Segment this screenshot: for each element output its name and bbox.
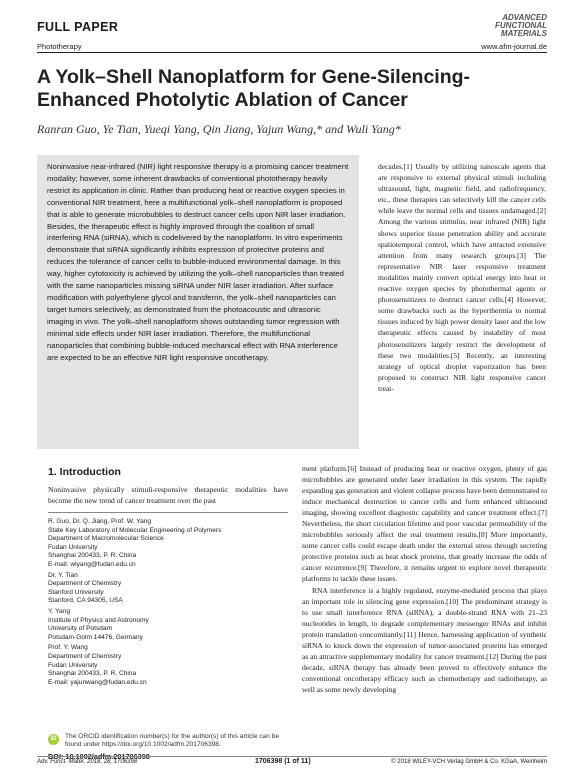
orcid-note — [48, 733, 288, 750]
footer-divider — [37, 756, 547, 757]
journal-logo-line2: FUNCTIONAL — [495, 21, 547, 30]
author-list: Ranran Guo, Ye Tian, Yueqi Yang, Qin Jiang, Yajun Wang,* and Wuli Yang* — [37, 122, 401, 136]
journal-url-link[interactable]: www.afm-journal.de — [481, 42, 547, 51]
journal-logo-line3: MATERIALS — [500, 29, 547, 38]
affiliation-block — [48, 572, 288, 606]
journal-logo-line1: ADVANCED — [502, 13, 547, 22]
abstract-text: Noninvasive near-infrared (NIR) light responsive therapy is a promising cancer treatment modality; however, some inherent drawbacks of conventional phototherapy heavily restrict its application in clinic. Rather than producing heat or reactive oxygen species in conventional NIR treatment, here a multifunctional yolk–shell nanoplatform is proposed that is able to generate microbubbles to destruct cancer cells upon NIR laser irradiation. Besides, the therapeutic effect is highly improved through the coalition of small interfering RNA (siRNA), which is codelivered by the nanoplatform. In vitro experiments demonstrate that siRNA significantly inhibits expression of protective proteins and reduces the tolerance of cancer cells to bubble-induced environmental damage. In this way, higher cytotoxicity is achieved by utilizing the yolk–shell nanoparticles than treated with the same nanoparticles missing siRNA under NIR laser irradiation. After surface modification with polyethylene glycol and transferrin, the yolk–shell nanoparticles can target tumors selectively, as demonstrated from the photoacoustic and ultrasonic imaging in vivo. The yolk–shell nanoplatform shows outstanding tumor regression with minimal side effects under NIR laser irradiation. Therefore, the multifunctional nanoparticles that combining bubble-induced mechanical effect with RNA interference are expected to be an effective NIR light responsive oncotherapy. — [47, 162, 349, 362]
affiliation-line: R. Guo, Dr. Q. Jiang, Prof. W. Yang — [48, 518, 152, 525]
affiliation-block — [48, 518, 288, 570]
affiliation-line: Shanghai 200433, P. R. China — [48, 552, 137, 560]
orcid-text[interactable]: The ORCID identification number(s) for the author(s) of this article can be found under https://doi.org/10.1002/adfm.201706398. — [65, 733, 280, 749]
affiliation-line: Shanghai 200433, P. R. China — [48, 670, 137, 678]
affiliation-line: Department of Chemistry — [48, 580, 122, 588]
body-text-right-bottom — [302, 463, 547, 695]
affiliation-line: State Key Laboratory of Molecular Engineering of Polymers — [48, 526, 222, 534]
article-title: A Yolk–Shell Nanoplatform for Gene-Silencing-Enhanced Photolytic Ablation of Cancer — [37, 66, 471, 111]
affiliation-line: University of Potsdam — [48, 625, 113, 633]
affiliation-block — [48, 644, 288, 687]
footer-page-number: 1706398 (1 of 11) — [255, 758, 311, 765]
affiliation-line: Potsdam-Golm 14476, Germany — [48, 633, 143, 641]
affiliation-line: Fudan University — [48, 661, 98, 669]
affiliation-block — [48, 608, 288, 642]
body-paragraph: RNA interference is a highly regulated, enzyme-mediated process that plays an important role in silencing gene expression.[10] The predominant strategy is to use small interference RNA (siRNA), a double-strand RNA with 21–23 nucleotides in length, to degrade complementary messenger RNAs and inhibit protein translation concomitantly.[11] Hence, harnessing application of synthetic siRNA to knock down the expression of tumor-associated proteins has emerged as an attractive supplementary modality for cancer treatment.[12] During the past decade, siRNA therapy has already been proved to effectively enhance the conventional oncotherapy efficacy such as chemotherapy and radiotherapy, as well as some newly developing — [302, 585, 547, 694]
intro-paragraph: Noninvasive physically stimuli-responsive therapeutic modalities have become the new trend of cancer treatment over the past — [48, 485, 288, 506]
affiliation-line: Stanford, CA 94305, USA — [48, 597, 123, 605]
affiliation-line: Institute of Physics and Astronomy — [48, 616, 149, 624]
affiliations — [48, 518, 288, 689]
footer-copyright: © 2018 WILEY-VCH Verlag GmbH & Co. KGaA, Weinheim — [391, 759, 547, 765]
journal-logo[interactable] — [495, 14, 547, 38]
affiliation-line: Fudan University — [48, 543, 98, 551]
affiliation-line: Dr. Y. Tian — [48, 571, 78, 579]
body-paragraph: ment platform.[6] Instead of producing heat or reactive oxygen, plenty of gas microbubbles are generated under laser irradiation in this system. The rapidly expanding gas generation and violent collapse process have been demonstrated to induce mechanical destruction to cancer cells and form enhanced ultrasound imaging, showing excellent diagnostic capability and cancer treatment effect.[7] Nevertheless, the short circulation lifetime and poor vascular permeability of the microbubbles seriously affect the real treatment results.[8] More importantly, some cancer cells could escape death under the external stress through secreting protective proteins such as heat shock proteins, that greatly increase the odds of cancer recurrence.[9] Therefore, it remains urgent to explore novel therapeutic platforms to tackle these issues. — [302, 464, 547, 584]
affiliation-line: Department of Macromolecular Science — [48, 535, 164, 543]
affiliation-line: Y. Yang — [48, 607, 71, 615]
article-type-label: FULL PAPER — [37, 20, 119, 34]
email-link[interactable]: E-mail: wlyang@fudan.edu.cn — [48, 560, 136, 568]
affiliation-line: Department of Chemistry — [48, 652, 122, 660]
section-heading-introduction: 1. Introduction — [48, 466, 121, 478]
doi-label[interactable]: DOI: 10.1002/adfm.201706398 — [48, 752, 150, 761]
affiliation-divider — [48, 512, 288, 513]
email-link[interactable]: E-mail: yajunwang@fudan.edu.cn — [48, 678, 147, 686]
body-text-right-top: decades.[1] Usually by utilizing nanoscale agents that are responsive to external physical stimuli including ultrasound, light, magnetic field, and radiofrequency, etc., these therapies can selectively kill the cancer cells while leave the normal cells and tissues undamaged.[2] Among the various stimulus, near infrared (NIR) light shows superior tissue penetration ability and accurate spatiotemporal control, which have attracted extensive attention from many research groups.[3] The representative NIR laser responsive treatment modalities mainly convert optical energy into heat or reactive oxygen species by photothermal agents or photosensitizers to destruct cancer cells.[4] However, some drawbacks such as the hyperthermia to normal tissues induced by high power density laser and the low therapeutic effects caused by instability of most photosensitizers largely restrict the development of these two modalities.[5] Recently, an interesting strategy of optical droplet vaporization has been proposed to construct NIR light responsive cancer treat- — [378, 162, 546, 393]
section-label: Phototherapy — [37, 42, 82, 51]
header-divider — [37, 52, 547, 53]
affiliation-line: Prof. Y. Wang — [48, 644, 88, 652]
affiliation-line: Stanford University — [48, 588, 104, 596]
orcid-icon[interactable]: iD — [48, 734, 59, 745]
footer-citation: Adv. Funct. Mater. 2018, 28, 1706398 — [37, 759, 138, 765]
